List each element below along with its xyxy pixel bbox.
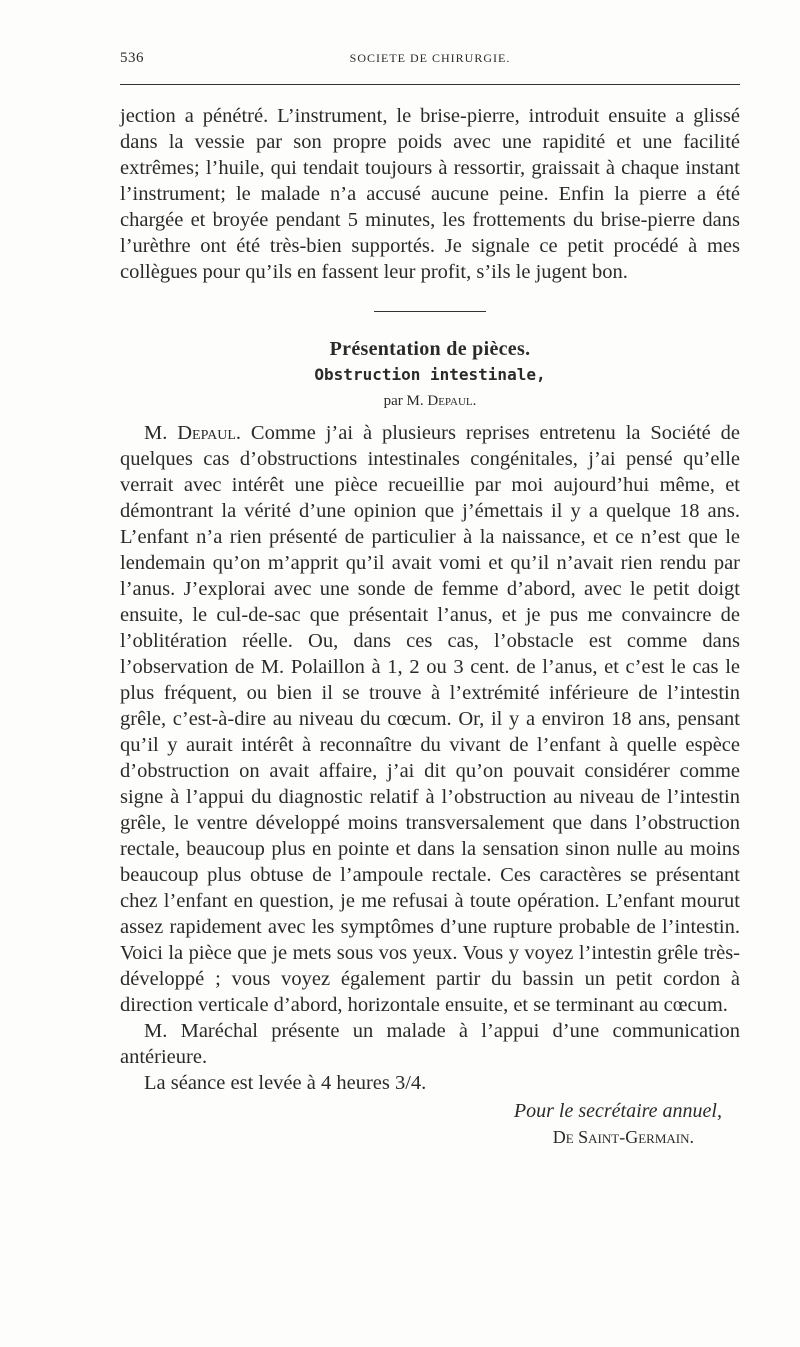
closing-line: La séance est levée à 4 heures 3/4. bbox=[144, 1072, 427, 1094]
section-subtitle: Obstruction intestinale, bbox=[314, 365, 546, 384]
signature-role: Pour le secrétaire annuel, bbox=[513, 1100, 722, 1122]
page-number: 536 bbox=[120, 50, 144, 66]
byline-prefix: par M. bbox=[383, 393, 428, 409]
running-head bbox=[120, 50, 740, 78]
signature-name: De Saint-Germain. bbox=[552, 1127, 694, 1147]
section-title: Présentation de pièces. bbox=[329, 338, 531, 360]
header-rule bbox=[120, 84, 740, 85]
signature-block bbox=[120, 1098, 740, 1150]
continued-paragraph: jection a pénétré. L’instrument, le brise-pierre, introduit ensuite a glissé dans la vessie par son propre poids avec une rapidité et une facilité extrêmes; l’huile, qui tendait toujours à ressortir, graissait à chaque instant l’instrument; le malade n’a accusé aucune peine. Enfin la pierre a été chargée et broyée pendant 5 minutes, les frottements du brise-pierre dans l’urèthre ont été très-bien supportés. Je signale ce petit procédé à mes collègues pour qu’ils en fassent leur profit, s’ils le jugent bon. bbox=[120, 105, 740, 283]
speaker-name: M. Depaul. bbox=[144, 422, 242, 444]
marechal-paragraph: M. Maréchal présente un malade à l’appui d’une communication antérieure. bbox=[120, 1020, 740, 1068]
journal-title: SOCIETE DE CHIRURGIE. bbox=[349, 51, 511, 65]
section-byline bbox=[120, 388, 740, 414]
byline-author: Depaul. bbox=[427, 393, 477, 409]
section-divider bbox=[374, 311, 486, 312]
depaul-paragraph bbox=[120, 420, 740, 1018]
depaul-text: Comme j’ai à plusieurs reprises entretenu la Société de quelques cas d’obstructions intestinales congénitales, j’ai pensé qu’elle verrait avec intérêt une pièce recueillie par moi aujourd’hui même, et démontrant la vérité d’une opinion que j’émettais il y a quelque 18 ans. L’enfant n’a rien présenté de particulier à la naissance, et ce n’est que le lendemain qu’on m’apprit qu’il avait vomi et qu’il n’avait rien rendu par l’anus. J’explorai avec une sonde de femme d’abord, avec le petit doigt ensuite, le cul-de-sac que présentait l’anus, et je pus me convaincre de l’oblitération réelle. Ou, dans ces cas, l’obstacle est comme dans l’observation de M. Polaillon à 1, 2 ou 3 cent. de l’anus, et c’est le cas le plus fréquent, ou bien il se trouve à l’extrémité inférieure de l’intestin grêle, c’est-à-dire au niveau du cœcum. Or, il y a environ 18 ans, pensant qu’il y aurait intérêt à reconnaître du vivant de l’enfant à quelle espèce d’obstruction on avait affaire, j’ai dit qu’on pouvait considérer comme signe à l’appui du diagnostic relatif à l’obstruction au niveau de l’intestin grêle, le ventre développé moins transversalement que dans l’obstruction rectale, beaucoup plus en pointe et dans la sensation sinon nulle au moins beaucoup plus obtuse de l’ampoule rectale. Ces caractères se présentant chez l’enfant en question, je me refusai à toute opération. L’enfant mourut assez rapidement avec les symptômes d’une rupture probable de l’intestin. Voici la pièce que je mets sous vos yeux. Vous y voyez l’intestin grêle très-développé ; vous voyez également partir du bassin un petit cordon à direction verticale d’abord, horizontale ensuite, et se terminant au cœcum. bbox=[120, 422, 740, 1016]
page bbox=[120, 50, 740, 1150]
